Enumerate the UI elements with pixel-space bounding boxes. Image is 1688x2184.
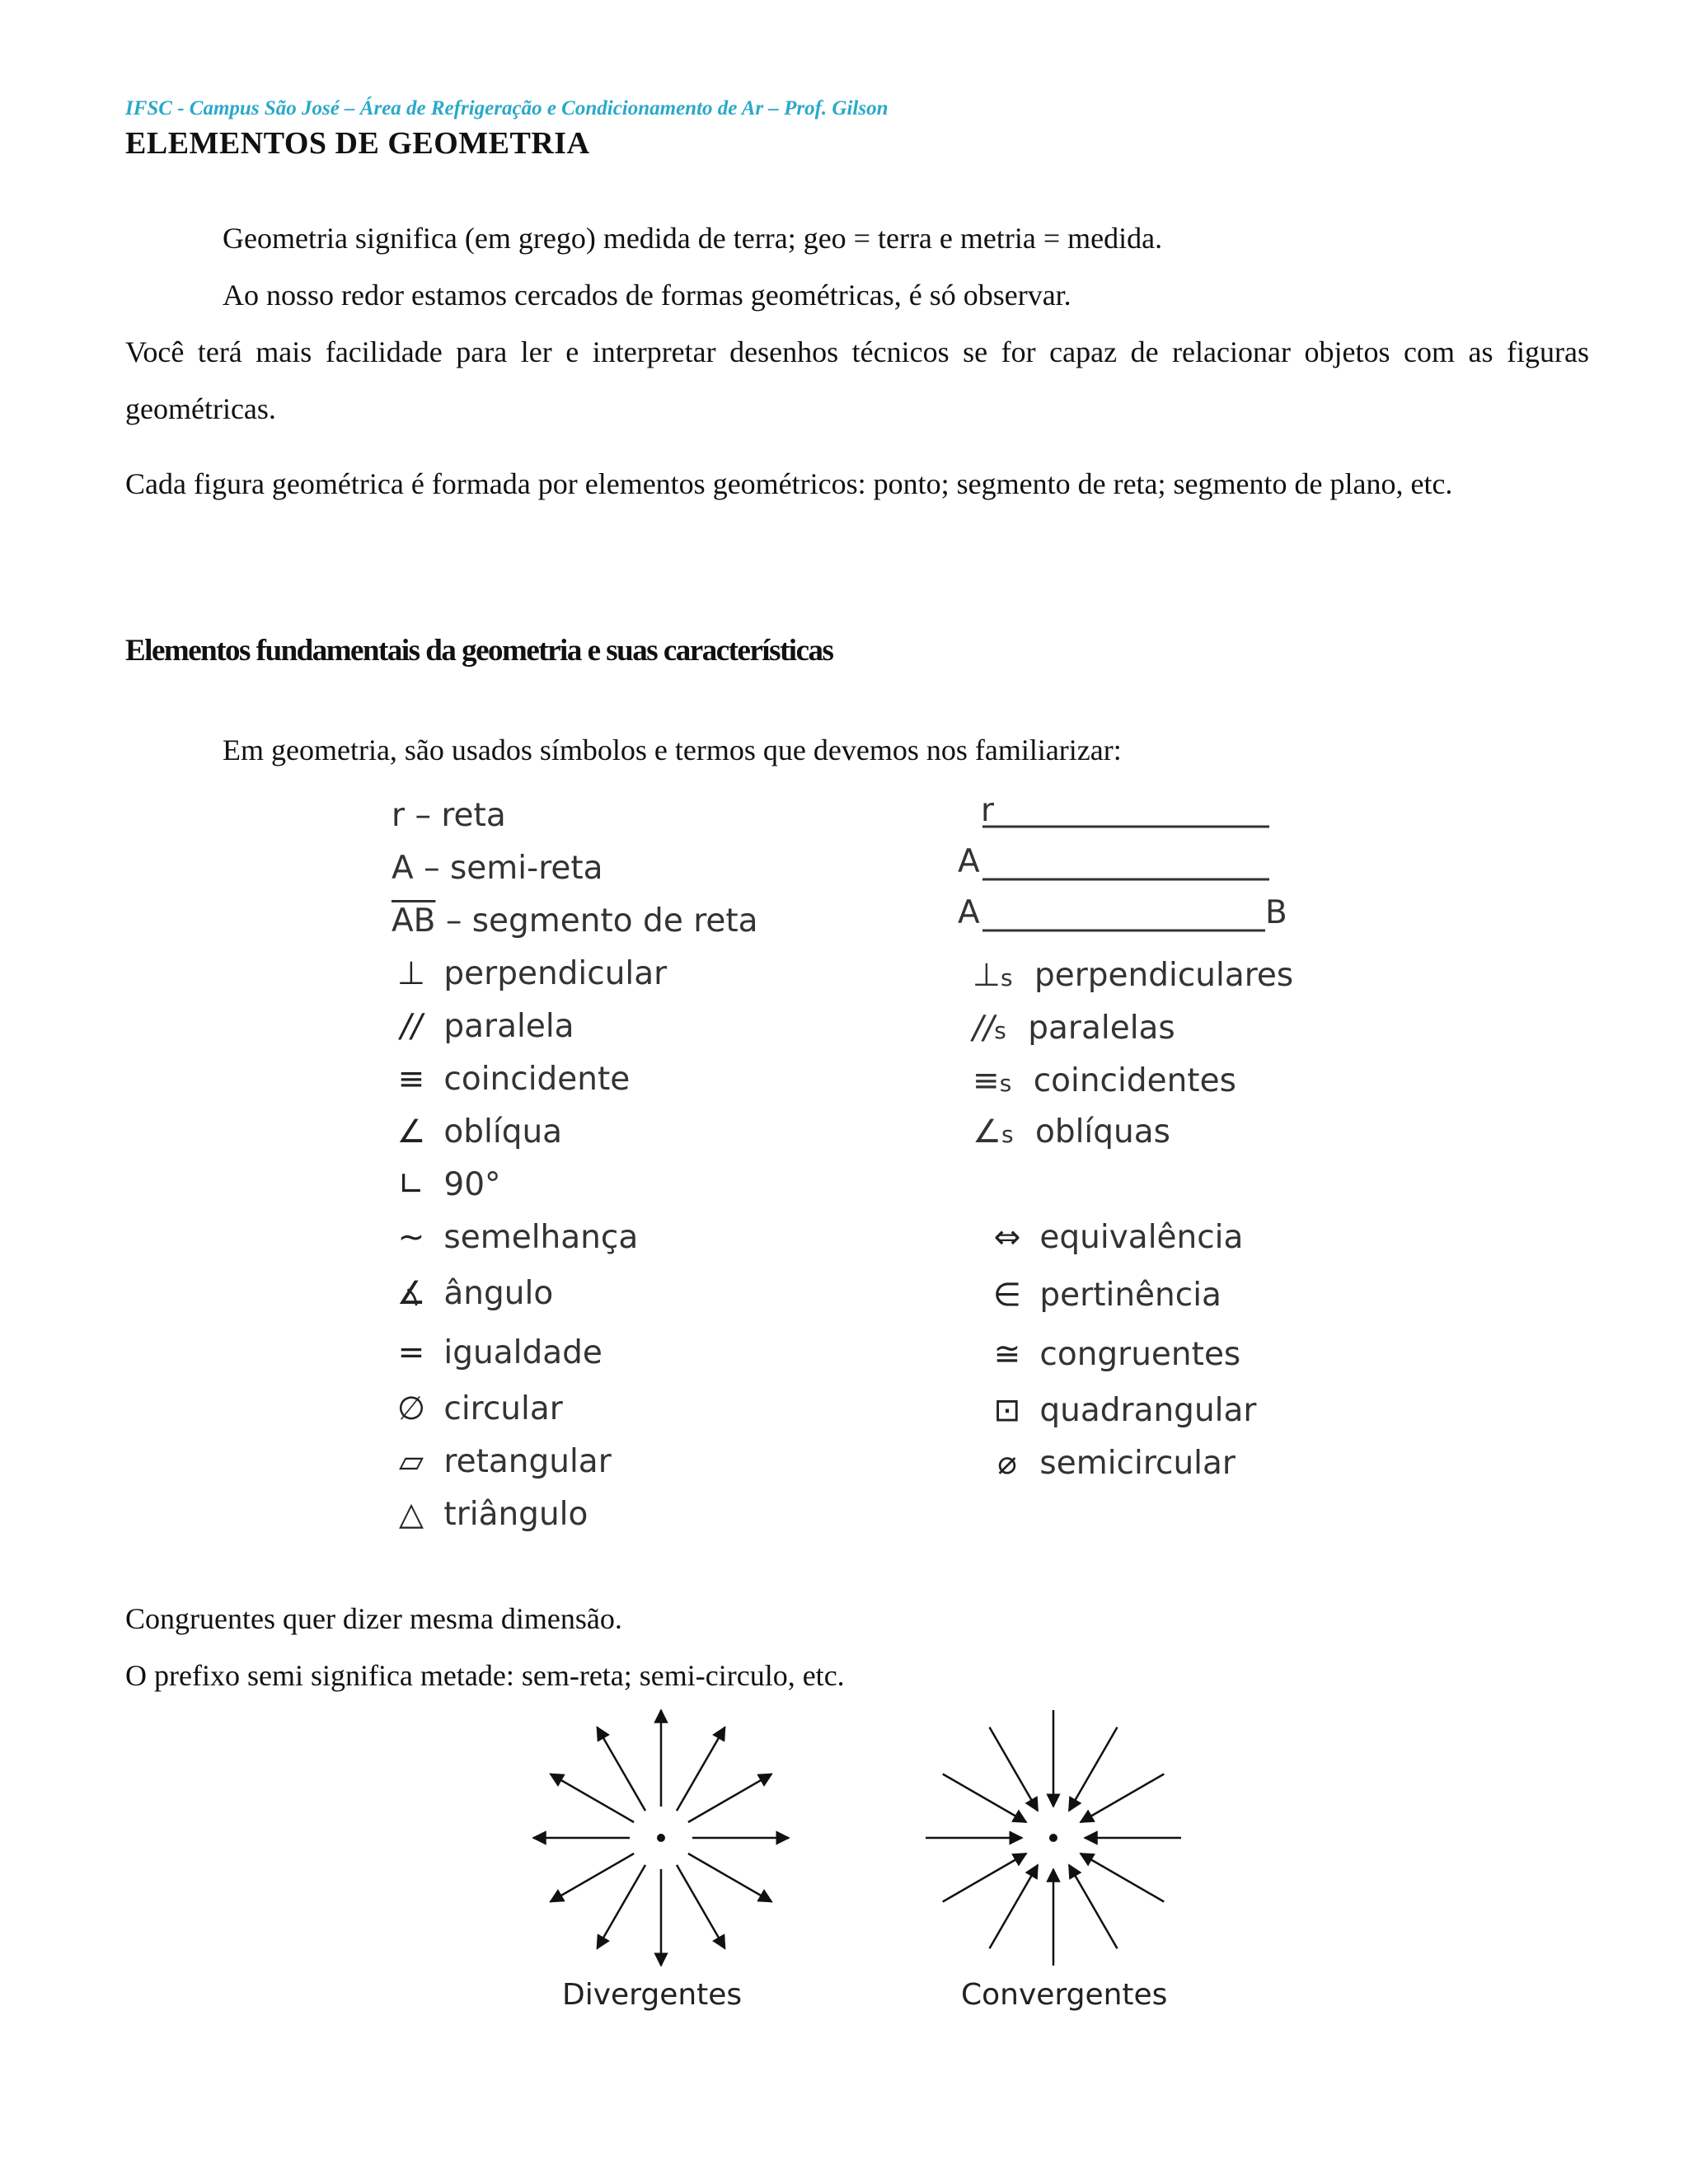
divergent-arrow xyxy=(551,1854,634,1902)
divergent-arrow xyxy=(598,1727,646,1811)
symbol-label: igualdade xyxy=(443,1334,603,1371)
symbol-label: triângulo xyxy=(443,1496,588,1533)
notation-a-ray: A xyxy=(958,843,980,880)
symbol-glyph: $\overline{AB}$ xyxy=(392,902,436,940)
symbol-label: oblíquas xyxy=(1034,1113,1170,1151)
page-title: ELEMENTOS DE GEOMETRIA xyxy=(125,126,590,161)
element-of-icon: ∈ xyxy=(993,1277,1021,1314)
perpendicular-icon: ⊥ xyxy=(397,955,425,992)
intro-paragraph-3: Você terá mais facilidade para ler e interpretar desenhos técnicos se for capaz de relacionar objetos com as figuras geométricas. xyxy=(125,335,1589,425)
convergent-arrow xyxy=(1069,1727,1118,1811)
section-heading: Elementos fundamentais da geometria e suas características xyxy=(125,634,833,668)
right-angle-icon: ∟ xyxy=(397,1166,425,1203)
rectangular-icon: ▱ xyxy=(399,1443,424,1480)
equivalence-icon: ⇔ xyxy=(993,1219,1021,1256)
parallel-icon: // xyxy=(400,1008,423,1045)
oblique-icon: ∠ xyxy=(973,1113,1001,1151)
symbol-label: ângulo xyxy=(443,1275,554,1312)
symbol-label: – semi-reta xyxy=(424,850,603,887)
note-congruentes: Congruentes quer dizer mesma dimensão. xyxy=(125,1602,622,1635)
symbol-label: coincidentes xyxy=(1033,1062,1236,1099)
symbol-label: coincidente xyxy=(443,1061,631,1098)
divergent-arrow xyxy=(598,1865,646,1948)
convergent-arrow xyxy=(1069,1865,1118,1948)
parallel-icon: // xyxy=(973,1010,995,1047)
symbol-label: paralelas xyxy=(1028,1010,1175,1047)
congruent-icon: ≅ xyxy=(993,1336,1021,1373)
symbol-label: semelhança xyxy=(443,1219,639,1256)
square-icon: ⊡ xyxy=(993,1392,1021,1429)
angle-icon: ∡ xyxy=(396,1275,426,1312)
plural-subscript: s xyxy=(994,1017,1006,1044)
convergent-arrow xyxy=(943,1854,1026,1902)
symbol-label: perpendiculares xyxy=(1034,957,1294,994)
divergent-arrow xyxy=(551,1774,634,1823)
symbol-label: oblíqua xyxy=(443,1113,563,1151)
intro-paragraph-4: Cada figura geométrica é formada por elementos geométricos: ponto; segmento de reta; segmento de plano, etc. xyxy=(125,467,1453,500)
symbol-label: semicircular xyxy=(1039,1445,1236,1482)
symbol-label: 90° xyxy=(443,1166,501,1203)
convergent-arrow xyxy=(1081,1774,1164,1823)
intro-paragraph-2: Ao nosso redor estamos cercados de formas geométricas, é só observar. xyxy=(223,279,1071,312)
note-prefixo-semi: O prefixo semi significa metade: sem-reta; semi-circulo, etc. xyxy=(125,1659,845,1692)
similarity-icon: ~ xyxy=(397,1219,425,1256)
convergent-center-point xyxy=(1049,1834,1057,1842)
convergent-arrow xyxy=(1081,1854,1164,1902)
symbol-label: quadrangular xyxy=(1039,1392,1257,1429)
symbol-label: paralela xyxy=(443,1008,574,1045)
symbol-label: equivalência xyxy=(1039,1219,1244,1256)
convergentes-label: Convergentes xyxy=(961,1978,1168,2012)
convergent-arrow xyxy=(943,1774,1026,1823)
notation-b-segment: B xyxy=(1265,894,1287,931)
symbol-label: congruentes xyxy=(1039,1336,1241,1373)
symbol-label: circular xyxy=(443,1390,563,1427)
semicircle-icon: ⌀ xyxy=(997,1445,1017,1482)
divergent-arrow xyxy=(688,1774,771,1823)
coincident-icon: ≡ xyxy=(973,1062,1000,1099)
symbol-glyph: A xyxy=(392,850,414,887)
divergent-arrow xyxy=(677,1727,725,1811)
divergent-arrow xyxy=(677,1865,725,1948)
divergent-center-point xyxy=(657,1834,665,1842)
notation-a-segment: A xyxy=(958,894,980,931)
section-lead: Em geometria, são usados símbolos e termos que devemos nos familiarizar: xyxy=(223,733,1122,766)
symbol-label: pertinência xyxy=(1039,1277,1221,1314)
equals-icon: = xyxy=(397,1334,425,1371)
symbol-glyph: r xyxy=(392,797,406,834)
convergent-arrow xyxy=(990,1727,1039,1811)
intro-paragraph-1: Geometria significa (em grego) medida de terra; geo = terra e metria = medida. xyxy=(223,222,1163,255)
notation-r: r xyxy=(981,792,995,829)
symbol-label: – reta xyxy=(415,797,506,834)
plural-subscript: s xyxy=(1001,1121,1014,1148)
plural-subscript: s xyxy=(1000,964,1013,991)
header-line: IFSC - Campus São José – Área de Refrigeração e Condicionamento de Ar – Prof. Gilson xyxy=(125,97,889,120)
coincident-icon: ≡ xyxy=(397,1061,425,1098)
perpendicular-icon: ⊥ xyxy=(973,957,1001,994)
symbol-label: retangular xyxy=(443,1443,612,1480)
convergent-arrow xyxy=(990,1865,1039,1948)
symbol-label: perpendicular xyxy=(443,955,668,992)
divergent-arrow xyxy=(688,1854,771,1902)
symbol-label: – segmento de reta xyxy=(445,902,758,940)
oblique-icon: ∠ xyxy=(396,1113,426,1151)
plural-subscript: s xyxy=(999,1070,1012,1097)
circular-icon: ∅ xyxy=(397,1390,425,1427)
triangle-icon: △ xyxy=(399,1496,424,1533)
divergentes-label: Divergentes xyxy=(562,1978,743,2012)
